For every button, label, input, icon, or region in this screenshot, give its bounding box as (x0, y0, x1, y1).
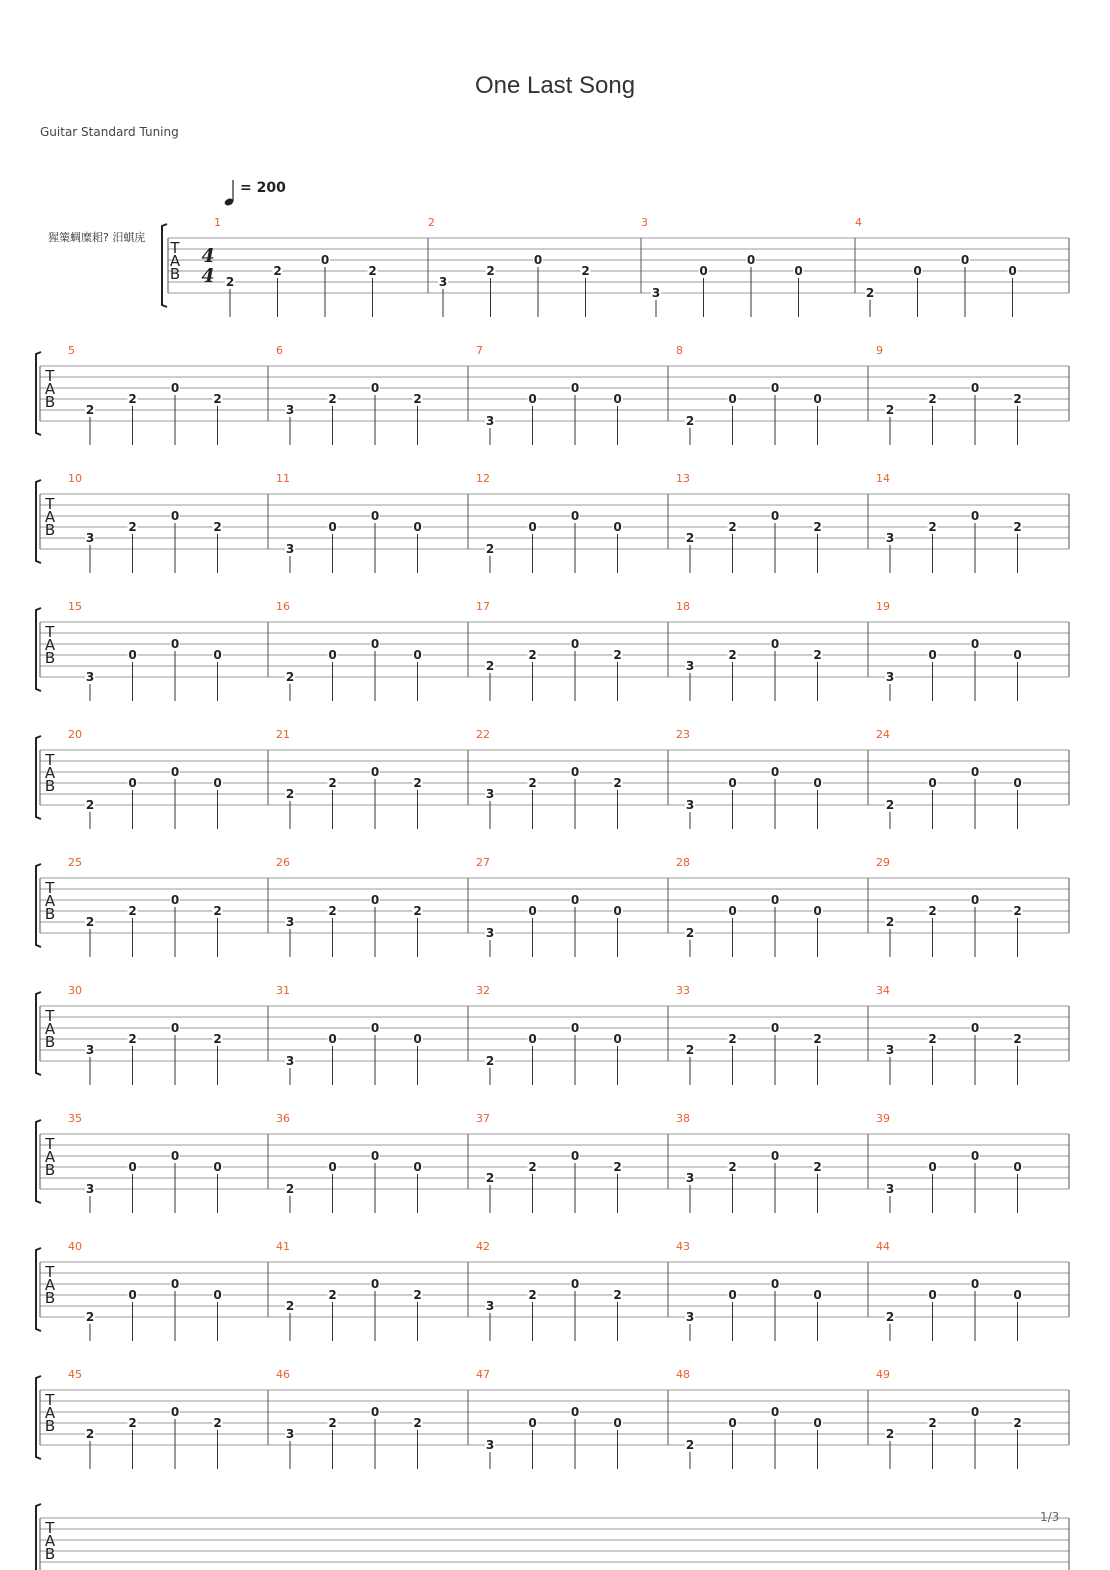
fret-number: 2 (865, 286, 875, 300)
fret-number: 2 (728, 1032, 737, 1046)
fret-number: 2 (1013, 904, 1022, 918)
measure-number: 6 (276, 344, 283, 357)
fret-number: 3 (685, 659, 695, 673)
fret-number: 2 (485, 1171, 495, 1185)
fret-number: 0 (928, 648, 937, 662)
measure-number: 5 (68, 344, 75, 357)
measure-number: 17 (476, 600, 490, 613)
tab-clef-t: T (45, 1519, 55, 1537)
fret-number: 0 (970, 1277, 980, 1291)
fret-number: 0 (170, 637, 180, 651)
fret-number: 0 (613, 520, 622, 534)
fret-number: 0 (970, 1149, 980, 1163)
fret-number: 2 (328, 904, 337, 918)
fret-number: 2 (328, 392, 337, 406)
measure-number: 28 (676, 856, 690, 869)
fret-number: 0 (770, 1149, 780, 1163)
measure-number: 20 (68, 728, 82, 741)
fret-number: 0 (328, 648, 337, 662)
fret-number: 3 (651, 286, 661, 300)
fret-number: 2 (728, 1160, 737, 1174)
fret-number: 2 (581, 264, 590, 278)
fret-number: 0 (770, 765, 780, 779)
fret-number: 0 (770, 381, 780, 395)
tab-clef-a: A (44, 380, 56, 398)
fret-number: 2 (885, 1427, 895, 1441)
fret-number: 0 (813, 392, 822, 406)
tab-clef-t: T (45, 879, 55, 897)
fret-number: 0 (813, 1288, 822, 1302)
fret-number: 0 (970, 1021, 980, 1035)
fret-number: 3 (885, 1182, 895, 1196)
fret-number: 0 (613, 1032, 622, 1046)
fret-number: 2 (225, 275, 235, 289)
fret-number: 2 (528, 776, 537, 790)
fret-number: 0 (413, 1032, 422, 1046)
measure-number: 1 (214, 216, 221, 229)
fret-number: 3 (485, 926, 495, 940)
measure-number: 27 (476, 856, 490, 869)
track-name: 猩篥蜩糜耜? 汨蜞庑 (48, 231, 146, 244)
tab-clef-a: A (169, 252, 181, 270)
fret-number: 2 (213, 392, 222, 406)
measure-number: 4 (855, 216, 862, 229)
fret-number: 0 (213, 1160, 222, 1174)
fret-number: 0 (1013, 776, 1022, 790)
fret-number: 2 (285, 787, 295, 801)
fret-number: 2 (1013, 1416, 1022, 1430)
fret-number: 3 (485, 414, 495, 428)
measure-number: 10 (68, 472, 82, 485)
fret-number: 3 (885, 670, 895, 684)
fret-number: 0 (813, 904, 822, 918)
fret-number: 0 (970, 1405, 980, 1419)
tab-clef-a: A (44, 1532, 56, 1550)
fret-number: 2 (128, 520, 137, 534)
fret-number: 2 (85, 798, 95, 812)
fret-number: 3 (85, 531, 95, 545)
measure-number: 13 (676, 472, 690, 485)
fret-number: 2 (213, 904, 222, 918)
fret-number: 2 (528, 648, 537, 662)
fret-number: 0 (570, 1277, 580, 1291)
fret-number: 0 (170, 1021, 180, 1035)
fret-number: 2 (128, 904, 137, 918)
fret-number: 3 (485, 787, 495, 801)
fret-number: 0 (413, 1160, 422, 1174)
fret-number: 0 (794, 264, 803, 278)
measure-number: 43 (676, 1240, 690, 1253)
tab-clef-b: B (44, 521, 56, 539)
measure-number: 25 (68, 856, 82, 869)
measure-number: 19 (876, 600, 890, 613)
fret-number: 2 (685, 531, 695, 545)
fret-number: 0 (328, 1160, 337, 1174)
fret-number: 2 (928, 392, 937, 406)
measure-number: 32 (476, 984, 490, 997)
fret-number: 0 (1013, 1160, 1022, 1174)
fret-number: 2 (728, 648, 737, 662)
fret-number: 2 (285, 1299, 295, 1313)
fret-number: 2 (328, 1288, 337, 1302)
fret-number: 2 (685, 1043, 695, 1057)
fret-number: 0 (570, 381, 580, 395)
tab-clef-a: A (44, 1020, 56, 1038)
measure-number: 37 (476, 1112, 490, 1125)
fret-number: 2 (485, 1054, 495, 1068)
measure-number: 39 (876, 1112, 890, 1125)
fret-number: 0 (370, 1021, 380, 1035)
fret-number: 2 (885, 798, 895, 812)
fret-number: 2 (685, 1438, 695, 1452)
measure-number: 33 (676, 984, 690, 997)
fret-number: 0 (528, 1032, 537, 1046)
tab-clef-b: B (44, 1417, 56, 1435)
measure-number: 2 (428, 216, 435, 229)
fret-number: 0 (370, 1149, 380, 1163)
fret-number: 2 (885, 1310, 895, 1324)
fret-number: 0 (770, 1277, 780, 1291)
tab-clef-a: A (44, 636, 56, 654)
tab-clef-b: B (44, 1033, 56, 1051)
fret-number: 2 (685, 414, 695, 428)
measure-number: 14 (876, 472, 890, 485)
measure-number: 26 (276, 856, 290, 869)
fret-number: 0 (170, 509, 180, 523)
fret-number: 2 (813, 648, 822, 662)
measure-number: 40 (68, 1240, 82, 1253)
fret-number: 2 (273, 264, 282, 278)
fret-number: 2 (728, 520, 737, 534)
fret-number: 0 (1013, 1288, 1022, 1302)
system-bracket (162, 224, 167, 307)
fret-number: 0 (699, 264, 708, 278)
tab-clef-t: T (45, 367, 55, 385)
fret-number: 0 (813, 1416, 822, 1430)
fret-number: 3 (685, 798, 695, 812)
tab-clef-t: T (45, 623, 55, 641)
fret-number: 0 (128, 648, 137, 662)
fret-number: 0 (170, 381, 180, 395)
fret-number: 0 (128, 1160, 137, 1174)
fret-number: 0 (613, 392, 622, 406)
measure-number: 35 (68, 1112, 82, 1125)
fret-number: 0 (213, 776, 222, 790)
tab-clef-b: B (44, 905, 56, 923)
fret-number: 2 (128, 1032, 137, 1046)
fret-number: 0 (528, 520, 537, 534)
fret-number: 0 (1008, 264, 1017, 278)
fret-number: 2 (613, 648, 622, 662)
fret-number: 3 (885, 1043, 895, 1057)
fret-number: 0 (1013, 648, 1022, 662)
measure-number: 34 (876, 984, 890, 997)
fret-number: 0 (370, 381, 380, 395)
tab-clef-t: T (45, 1135, 55, 1153)
fret-number: 2 (285, 670, 295, 684)
tab-clef-t: T (170, 239, 180, 257)
fret-number: 3 (485, 1299, 495, 1313)
fret-number: 0 (913, 264, 922, 278)
fret-number: 2 (813, 520, 822, 534)
fret-number: 2 (328, 776, 337, 790)
fret-number: 3 (285, 1427, 295, 1441)
measure-number: 38 (676, 1112, 690, 1125)
fret-number: 0 (928, 776, 937, 790)
fret-number: 2 (813, 1032, 822, 1046)
measure-number: 46 (276, 1368, 290, 1381)
fret-number: 0 (170, 1277, 180, 1291)
fret-number: 3 (85, 1043, 95, 1057)
fret-number: 2 (485, 542, 495, 556)
fret-number: 0 (728, 392, 737, 406)
fret-number: 0 (770, 893, 780, 907)
fret-number: 0 (570, 1021, 580, 1035)
measure-number: 12 (476, 472, 490, 485)
fret-number: 2 (1013, 392, 1022, 406)
tab-clef-a: A (44, 1148, 56, 1166)
fret-number: 0 (728, 1416, 737, 1430)
fret-number: 0 (728, 904, 737, 918)
fret-number: 3 (285, 542, 295, 556)
tab-clef-a: A (44, 892, 56, 910)
fret-number: 2 (613, 1160, 622, 1174)
tab-clef-t: T (45, 1391, 55, 1409)
measure-number: 49 (876, 1368, 890, 1381)
fret-number: 2 (413, 1288, 422, 1302)
fret-number: 0 (370, 509, 380, 523)
time-signature-denominator: 4 (201, 265, 215, 287)
fret-number: 0 (570, 1405, 580, 1419)
tab-clef-t: T (45, 751, 55, 769)
tab-clef-t: T (45, 1007, 55, 1025)
fret-number: 0 (328, 1032, 337, 1046)
fret-number: 2 (213, 1032, 222, 1046)
fret-number: 0 (528, 1416, 537, 1430)
fret-number: 0 (320, 253, 330, 267)
fret-number: 0 (370, 765, 380, 779)
tab-clef-b: B (169, 265, 181, 283)
fret-number: 2 (213, 1416, 222, 1430)
fret-number: 0 (170, 1149, 180, 1163)
fret-number: 0 (728, 1288, 737, 1302)
fret-number: 2 (486, 264, 495, 278)
measure-number: 47 (476, 1368, 490, 1381)
measure-number: 9 (876, 344, 883, 357)
fret-number: 0 (533, 253, 543, 267)
measure-number: 23 (676, 728, 690, 741)
fret-number: 3 (85, 1182, 95, 1196)
measure-number: 18 (676, 600, 690, 613)
fret-number: 0 (128, 776, 137, 790)
fret-number: 3 (285, 915, 295, 929)
measure-number: 31 (276, 984, 290, 997)
measure-number: 41 (276, 1240, 290, 1253)
tab-clef-b: B (44, 1161, 56, 1179)
fret-number: 0 (970, 893, 980, 907)
fret-number: 0 (970, 381, 980, 395)
measure-number: 29 (876, 856, 890, 869)
fret-number: 0 (970, 637, 980, 651)
fret-number: 0 (328, 520, 337, 534)
fret-number: 2 (885, 403, 895, 417)
fret-number: 0 (613, 904, 622, 918)
measure-number: 11 (276, 472, 290, 485)
fret-number: 0 (970, 509, 980, 523)
fret-number: 0 (770, 1405, 780, 1419)
fret-number: 2 (413, 392, 422, 406)
fret-number: 0 (170, 893, 180, 907)
fret-number: 2 (885, 915, 895, 929)
measure-number: 22 (476, 728, 490, 741)
fret-number: 2 (413, 904, 422, 918)
fret-number: 0 (570, 637, 580, 651)
fret-number: 2 (528, 1160, 537, 1174)
fret-number: 2 (85, 1310, 95, 1324)
measure-number: 36 (276, 1112, 290, 1125)
measure-number: 7 (476, 344, 483, 357)
tab-clef-b: B (44, 1545, 56, 1563)
fret-number: 3 (485, 1438, 495, 1452)
fret-number: 3 (438, 275, 448, 289)
tempo-value: = 200 (240, 180, 286, 196)
fret-number: 0 (928, 1160, 937, 1174)
fret-number: 0 (746, 253, 756, 267)
fret-number: 0 (570, 765, 580, 779)
fret-number: 2 (928, 904, 937, 918)
measure-number: 8 (676, 344, 683, 357)
fret-number: 2 (128, 392, 137, 406)
fret-number: 0 (960, 253, 970, 267)
fret-number: 0 (613, 1416, 622, 1430)
fret-number: 3 (685, 1171, 695, 1185)
fret-number: 0 (170, 1405, 180, 1419)
fret-number: 0 (770, 509, 780, 523)
fret-number: 0 (928, 1288, 937, 1302)
fret-number: 0 (728, 776, 737, 790)
fret-number: 0 (570, 509, 580, 523)
fret-number: 0 (570, 1149, 580, 1163)
fret-number: 0 (370, 1405, 380, 1419)
fret-number: 0 (770, 637, 780, 651)
fret-number: 0 (813, 776, 822, 790)
fret-number: 2 (1013, 520, 1022, 534)
fret-number: 3 (285, 1054, 295, 1068)
fret-number: 2 (685, 926, 695, 940)
fret-number: 0 (413, 648, 422, 662)
fret-number: 2 (613, 776, 622, 790)
fret-number: 0 (170, 765, 180, 779)
fret-number: 2 (85, 1427, 95, 1441)
fret-number: 2 (613, 1288, 622, 1302)
fret-number: 0 (213, 1288, 222, 1302)
fret-number: 2 (413, 776, 422, 790)
fret-number: 2 (128, 1416, 137, 1430)
page-title: One Last Song (474, 72, 636, 99)
fret-number: 0 (370, 893, 380, 907)
tab-clef-a: A (44, 1404, 56, 1422)
measure-number: 42 (476, 1240, 490, 1253)
fret-number: 2 (928, 520, 937, 534)
fret-number: 0 (370, 637, 380, 651)
measure-number: 3 (641, 216, 648, 229)
measure-number: 44 (876, 1240, 890, 1253)
tab-clef-t: T (45, 495, 55, 513)
measure-number: 30 (68, 984, 82, 997)
tab-clef-b: B (44, 393, 56, 411)
fret-number: 2 (368, 264, 377, 278)
fret-number: 0 (528, 392, 537, 406)
fret-number: 0 (970, 765, 980, 779)
fret-number: 2 (928, 1032, 937, 1046)
fret-number: 3 (85, 670, 95, 684)
tab-clef-t: T (45, 1263, 55, 1281)
fret-number: 3 (885, 531, 895, 545)
tab-clef-a: A (44, 508, 56, 526)
fret-number: 2 (813, 1160, 822, 1174)
page-number: 1/3 (1040, 1510, 1060, 1524)
fret-number: 2 (85, 403, 95, 417)
tuning-label: Guitar Standard Tuning (40, 125, 179, 139)
tab-clef-b: B (44, 1289, 56, 1307)
fret-number: 2 (213, 520, 222, 534)
fret-number: 0 (213, 648, 222, 662)
fret-number: 0 (770, 1021, 780, 1035)
fret-number: 2 (328, 1416, 337, 1430)
fret-number: 2 (528, 1288, 537, 1302)
measure-number: 15 (68, 600, 82, 613)
fret-number: 3 (285, 403, 295, 417)
tab-clef-b: B (44, 777, 56, 795)
measure-number: 16 (276, 600, 290, 613)
tab-clef-b: B (44, 649, 56, 667)
fret-number: 0 (570, 893, 580, 907)
measure-number: 21 (276, 728, 290, 741)
fret-number: 2 (1013, 1032, 1022, 1046)
fret-number: 2 (85, 915, 95, 929)
fret-number: 0 (128, 1288, 137, 1302)
fret-number: 0 (413, 520, 422, 534)
measure-number: 45 (68, 1368, 82, 1381)
tab-clef-a: A (44, 1276, 56, 1294)
measure-number: 48 (676, 1368, 690, 1381)
time-signature-numerator: 4 (201, 245, 215, 267)
fret-number: 0 (370, 1277, 380, 1291)
fret-number: 2 (285, 1182, 295, 1196)
fret-number: 2 (928, 1416, 937, 1430)
tab-clef-a: A (44, 764, 56, 782)
measure-number: 24 (876, 728, 890, 741)
fret-number: 2 (485, 659, 495, 673)
fret-number: 2 (413, 1416, 422, 1430)
fret-number: 0 (528, 904, 537, 918)
fret-number: 3 (685, 1310, 695, 1324)
